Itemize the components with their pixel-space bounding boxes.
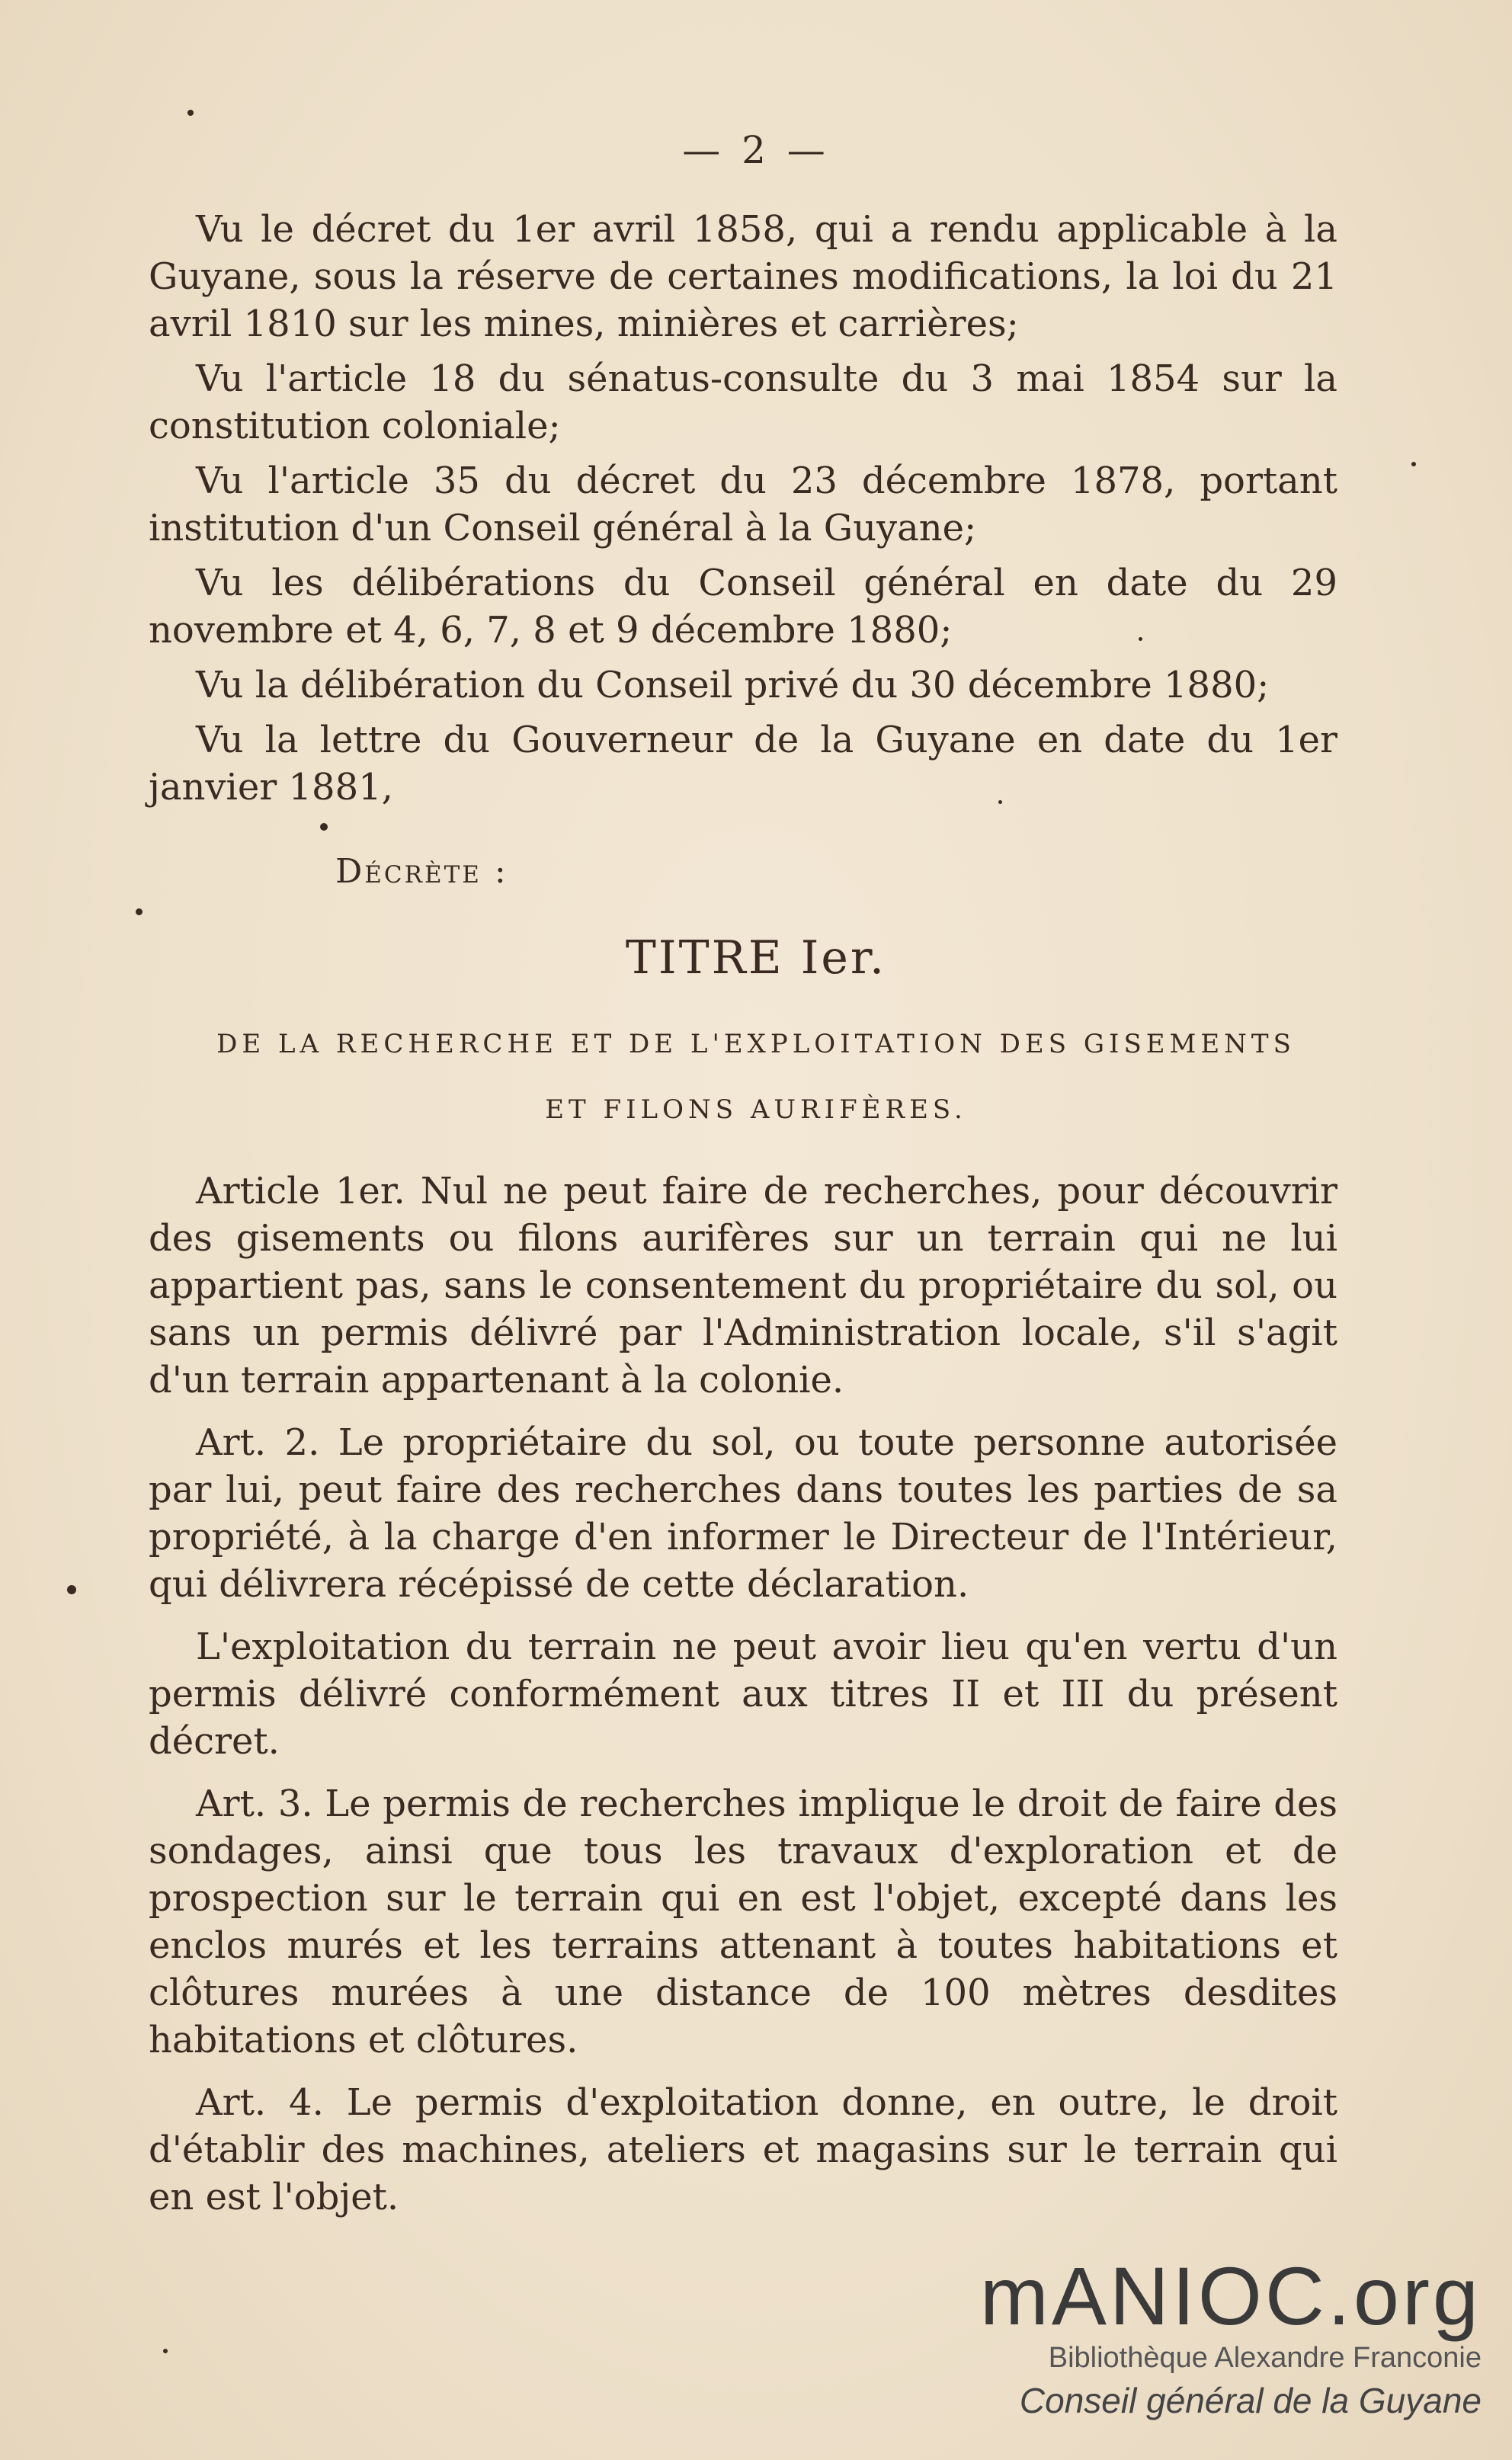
decrete-heading: Décrète : — [335, 852, 508, 891]
print-speck — [320, 823, 328, 831]
article-paragraph: Art. 4. Le permis d'exploitation donne, en outre, le droit d'établir des machines, ateliers et magasins sur le terrain qui en est l'objet. — [149, 2081, 1337, 2218]
considerant-paragraph: Vu les délibérations du Conseil général en date du 29 novembre et 4, 6, 7, 8 et 9 décembre 1880; — [149, 562, 1337, 652]
considerant-paragraph: Vu l'article 35 du décret du 23 décembre 1878, portant institution d'un Conseil général à la Guyane; — [149, 460, 1337, 549]
library-name: Bibliothèque Alexandre Franconie — [1048, 2342, 1482, 2374]
manioc-logo-mark: mANIOC.org — [979, 2250, 1482, 2342]
considerants-block — [149, 206, 1337, 818]
print-speck — [1411, 462, 1416, 466]
considerant-paragraph: Vu le décret du 1er avril 1858, qui a rendu applicable à la Guyane, sous la réserve de certaines modifications, la loi du 21 avril 1810 sur les mines, minières et carrières; — [149, 208, 1337, 345]
print-speck — [136, 908, 143, 915]
article-paragraph: Article 1er. Nul ne peut faire de recherches, pour découvrir des gisements ou filons aurifères sur un terrain qui ne lui appartient pas, sans le consentement du propriétaire du sol, ou sans un permis délivré par l'Administration locale, s'il s'agit d'un terrain appartenant à la colonie. — [149, 1170, 1337, 1401]
print-speck — [1139, 637, 1142, 641]
titre-heading: TITRE Ier. — [625, 931, 887, 985]
titre-subtitle-line-1: DE LA RECHERCHE ET DE L'EXPLOITATION DES GISEMENTS — [216, 1029, 1296, 1059]
considerant-paragraph: Vu l'article 18 du sénatus-consulte du 3 mai 1854 sur la constitution coloniale; — [149, 357, 1337, 447]
print-speck — [67, 1585, 76, 1594]
print-speck — [998, 800, 1002, 804]
article-paragraph: L'exploitation du terrain ne peut avoir lieu qu'en vertu d'un permis délivré conformément aux titres II et III du présent décret. — [149, 1626, 1337, 1763]
articles-block — [149, 1168, 1337, 2236]
article-paragraph: Art. 2. Le propriétaire du sol, ou toute personne autorisée par lui, peut faire des recherches dans toutes les parties de sa propriété, à la charge d'en informer le Directeur de l'Intérieur, qui délivrera récépissé de cette déclaration. — [149, 1421, 1337, 1606]
considerant-paragraph: Vu la lettre du Gouverneur de la Guyane en date du 1er janvier 1881, — [149, 719, 1337, 809]
considerant-paragraph: Vu la délibération du Conseil privé du 30 décembre 1880; — [196, 664, 1270, 706]
manioc-logo — [948, 2250, 1482, 2423]
titre-subtitle-line-2: ET FILONS AURIFÈRES. — [545, 1094, 967, 1125]
article-paragraph: Art. 3. Le permis de recherches implique le droit de faire des sondages, ainsi que tous les travaux d'exploration et de prospection sur le terrain qui en est l'objet, excepté dans les enclos murés et les terrains attenant à toutes habitations et clôtures murées à une distance de 100 mètres desdites habitations et clôtures. — [149, 1783, 1337, 2061]
page-number: — 2 — — [682, 128, 830, 172]
council-name: Conseil général de la Guyane — [1019, 2381, 1482, 2420]
print-speck — [187, 110, 194, 116]
print-speck — [163, 2349, 168, 2353]
